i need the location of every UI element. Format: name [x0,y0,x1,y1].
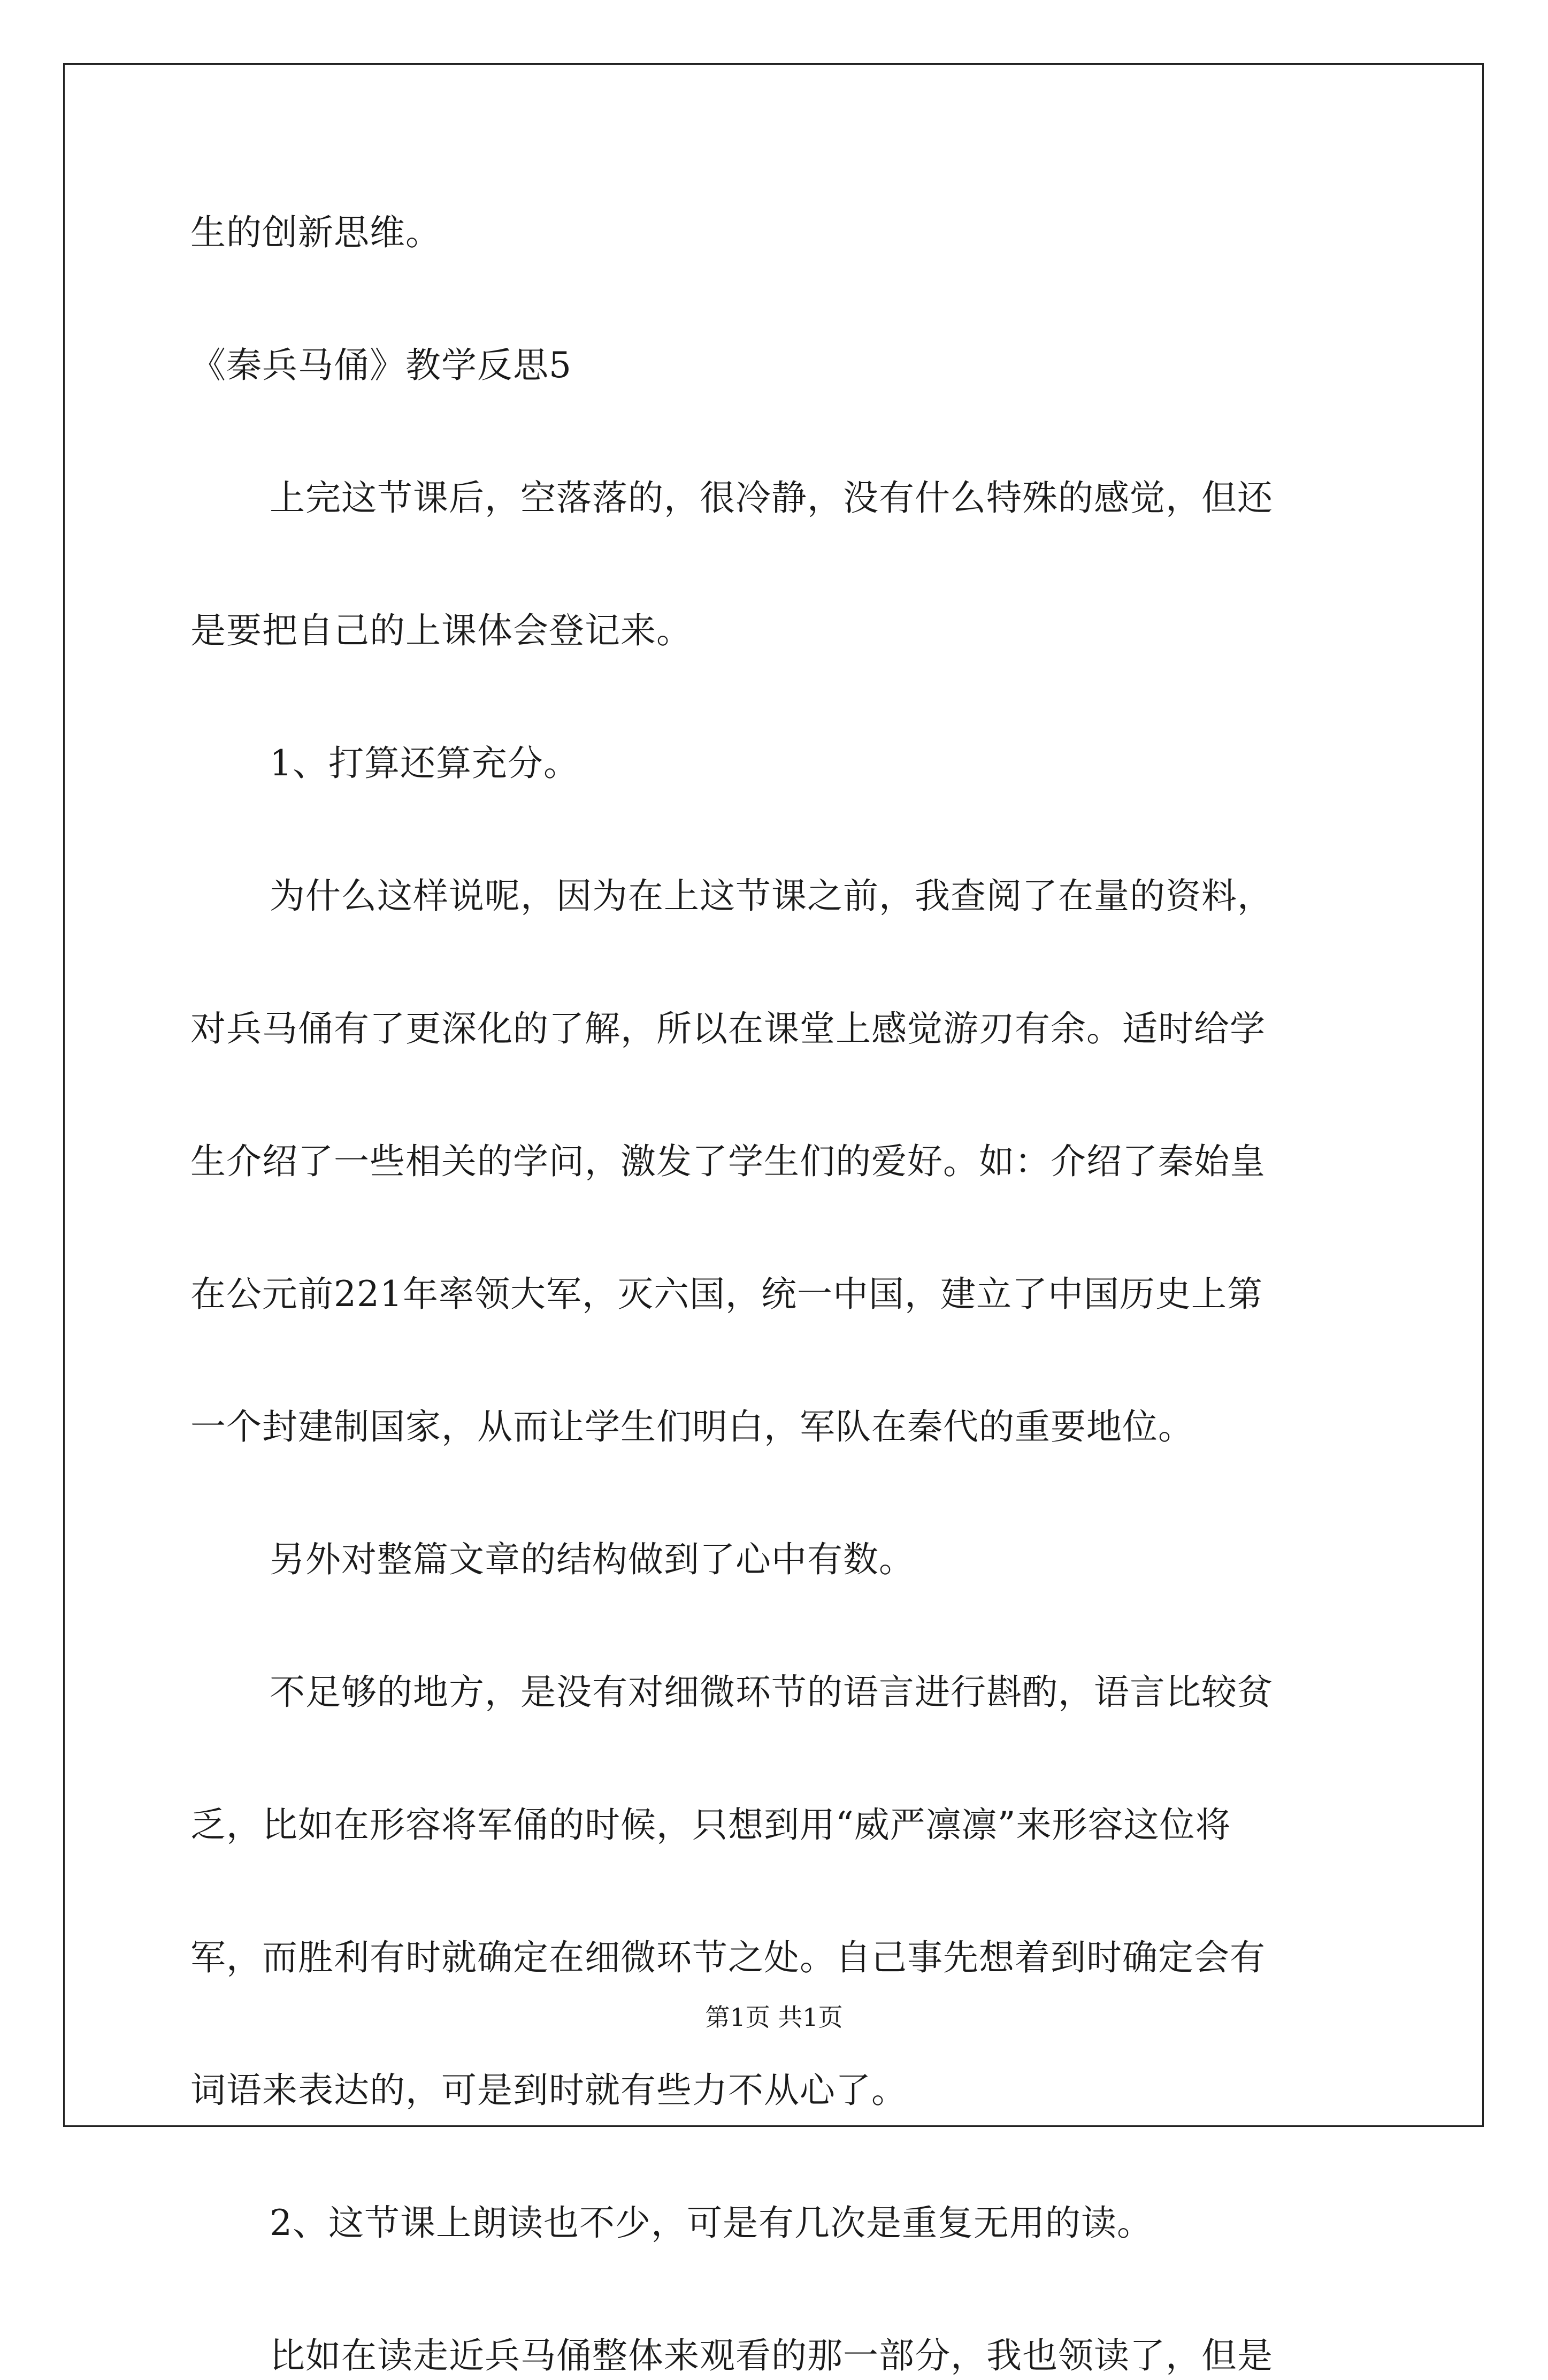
text-line: 乏，比如在形容将军俑的时候，只想到用“威严凛凛”来形容这位将 [190,1804,1231,1845]
text-line: 军，而胜利有时就确定在细微环节之处。自己事先想着到时确定会有 [190,1937,1266,1978]
text-line: 是要把自己的上课体会登记来。 [190,610,692,651]
text-line: 对兵马俑有了更深化的了解，所以在课堂上感觉游刃有余。适时给学 [190,1008,1266,1049]
text-line: 词语来表达的，可是到时就有些力不从心了。 [190,2070,907,2111]
text-line: 不足够的地方，是没有对细微环节的语言进行斟酌，语言比较贫 [270,1672,1273,1713]
text-line: 生介绍了一些相关的学问，激发了学生们的爱好。如：介绍了秦始皇 [190,1141,1266,1182]
text-line: 另外对整篇文章的结构做到了心中有数。 [270,1539,915,1580]
text-line: 一个封建制国家，从而让学生们明白，军队在秦代的重要地位。 [190,1406,1194,1447]
text-line: 比如在读走近兵马俑整体来观看的那一部分，我也领读了，但是 [270,2335,1273,2376]
text-line: 在公元前221年率领大军，灭六国，统一中国，建立了中国历史上第 [190,1273,1263,1315]
text-line: 为什么这样说呢，因为在上这节课之前，我查阅了在量的资料， [270,875,1273,917]
page-footer: 第1页 共1页 [705,2003,843,2032]
text-line: 上完这节课后，空落落的，很冷静，没有什么特殊的感觉，但还 [270,477,1273,518]
text-line: 1、打算还算充分。 [270,743,579,784]
section-title: 《秦兵马俑》教学反思5 [190,345,572,386]
text-line: 2、这节课上朗读也不少，可是有几次是重复无用的读。 [270,2202,1153,2244]
document-body [190,209,1365,2380]
text-line: 生的创新思维。 [190,212,441,253]
